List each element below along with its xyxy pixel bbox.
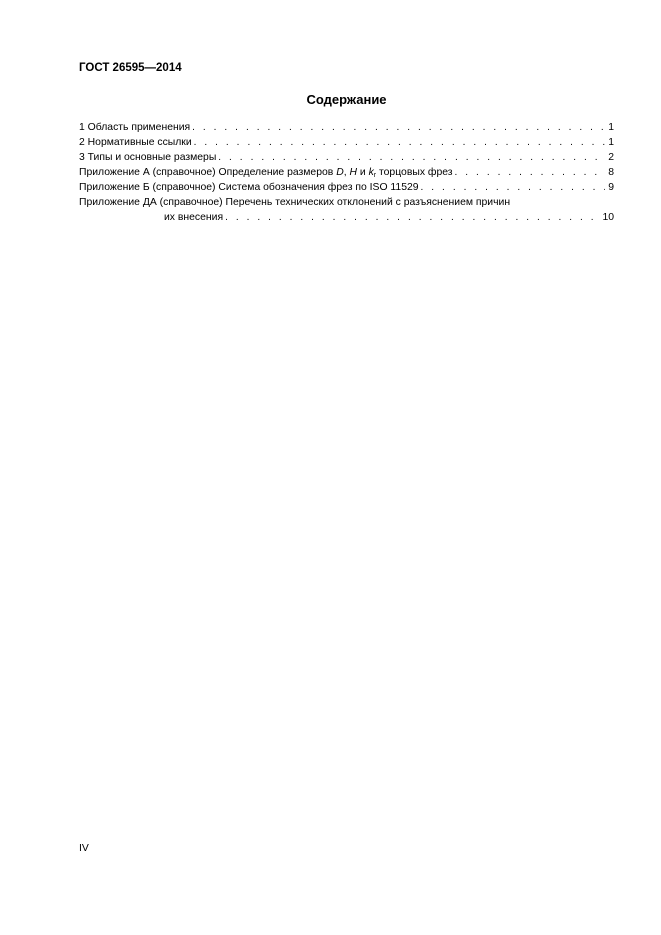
toc-entry-label: Приложение ДА (справочное) Перечень технических отклонений с разъяснением причин <box>79 197 511 208</box>
toc-entry-page: 1 <box>608 137 614 148</box>
toc-entry-label: 1 Область применения <box>79 122 191 133</box>
toc-entry-page: 1 <box>608 122 614 133</box>
toc-entry-label: Приложение Б (справочное) Система обозначения фрез по ISO 11529 <box>79 182 419 193</box>
toc-entry-types-and-dimensions[interactable] <box>79 150 614 165</box>
variable-k: k <box>368 167 374 178</box>
variable-h: H <box>349 167 357 178</box>
variable-d: D <box>336 167 344 178</box>
dot-leader <box>225 210 599 225</box>
toc-entry-appendix-a[interactable] <box>79 165 614 180</box>
toc-entry-page: 9 <box>608 182 614 193</box>
toc-entry-scope[interactable] <box>79 120 614 135</box>
dot-leader <box>218 150 605 165</box>
table-of-contents <box>79 120 614 225</box>
dot-leader <box>194 135 606 150</box>
toc-entry-appendix-da[interactable] <box>79 195 614 225</box>
toc-entry-normative-references[interactable] <box>79 135 614 150</box>
toc-entry-page: 10 <box>602 212 614 223</box>
toc-entry-label: 2 Нормативные ссылки <box>79 137 192 148</box>
page-number: IV <box>79 843 89 854</box>
dot-leader <box>192 120 605 135</box>
toc-entry-page: 2 <box>608 152 614 163</box>
toc-title: Содержание <box>306 92 387 107</box>
toc-entry-continuation <box>79 210 614 225</box>
label-prefix: Приложение А (справочное) Определение размеров <box>79 167 337 178</box>
separator: и <box>357 167 369 178</box>
separator: , <box>343 167 350 178</box>
toc-entry-label: 3 Типы и основные размеры <box>79 152 217 163</box>
document-header: ГОСТ 26595—2014 <box>79 62 182 74</box>
dot-leader <box>421 180 606 195</box>
dot-leader <box>455 165 606 180</box>
variable-k-subscript: r <box>373 172 377 179</box>
toc-entry-appendix-b[interactable] <box>79 180 614 195</box>
toc-entry-label-continued: их внесения <box>164 212 224 223</box>
toc-entry-page: 8 <box>608 167 614 178</box>
label-suffix: торцовых фрез <box>376 167 453 178</box>
